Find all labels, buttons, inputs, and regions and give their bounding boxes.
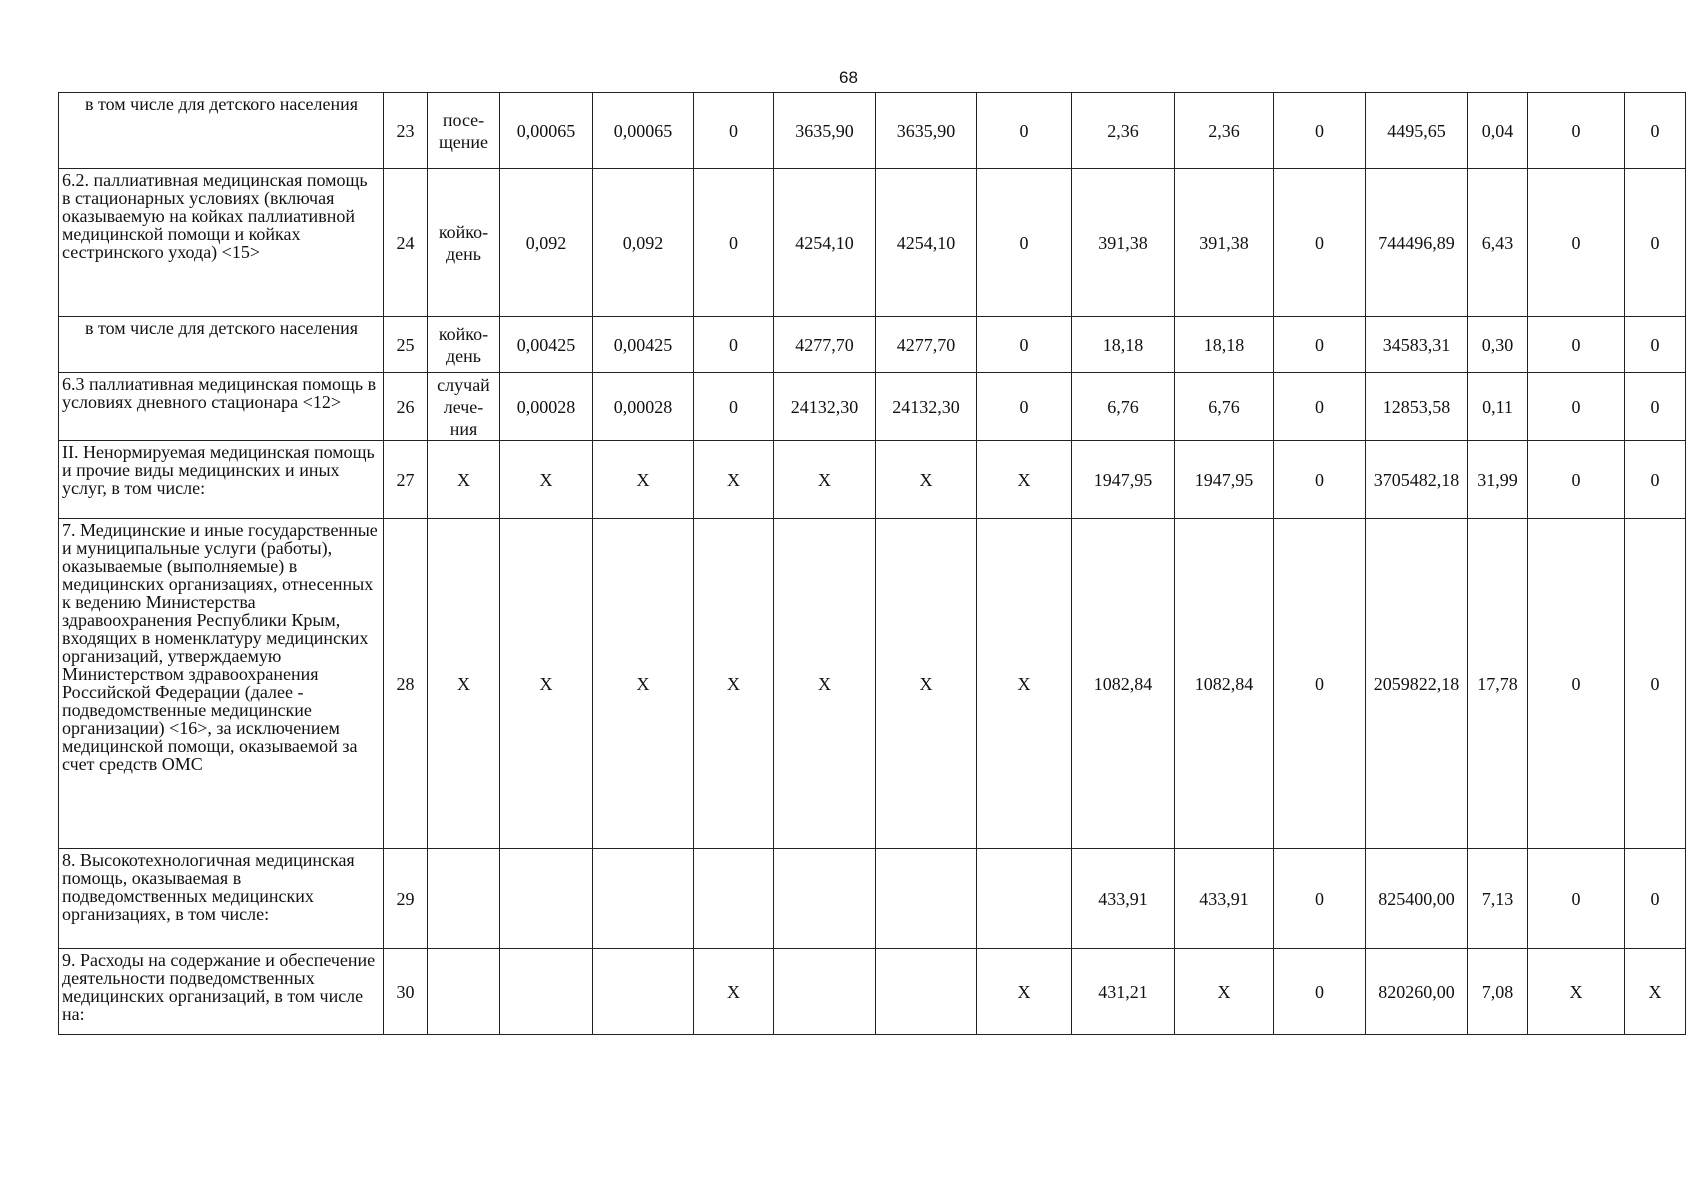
value-cell: 0 <box>694 93 774 169</box>
value-cell: 12853,58 <box>1366 373 1468 441</box>
value-cell: 4277,70 <box>774 317 876 373</box>
table-row <box>59 441 1686 519</box>
value-cell: Х <box>500 441 593 519</box>
row-name-cell: 6.2. паллиативная медицинская помощь в стационарных условиях (включая оказываемую на койках паллиативной медицинской помощи и койках сестринского ухода) <15> <box>59 169 384 317</box>
value-cell: 4254,10 <box>774 169 876 317</box>
value-cell: 0,04 <box>1468 93 1528 169</box>
row-number-cell: 29 <box>384 849 428 949</box>
value-cell: 1947,95 <box>1175 441 1274 519</box>
row-name-cell: 8. Высокотехнологичная медицинская помощь, оказываемая в подведомственных медицинских организациях, в том числе: <box>59 849 384 949</box>
value-cell: 0,00065 <box>500 93 593 169</box>
row-number-cell: 28 <box>384 519 428 849</box>
value-cell: 0 <box>1528 317 1625 373</box>
value-cell: Х <box>1175 949 1274 1035</box>
value-cell: Х <box>694 949 774 1035</box>
value-cell: 820260,00 <box>1366 949 1468 1035</box>
value-cell: 1082,84 <box>1175 519 1274 849</box>
value-cell: Х <box>977 519 1072 849</box>
value-cell: 4277,70 <box>876 317 977 373</box>
unit-cell: койко-день <box>428 169 500 317</box>
row-name-cell: в том числе для детского населения <box>59 93 384 169</box>
value-cell: 0 <box>1274 373 1366 441</box>
value-cell <box>774 849 876 949</box>
value-cell: 744496,89 <box>1366 169 1468 317</box>
table-row <box>59 949 1686 1035</box>
value-cell: 0 <box>1528 373 1625 441</box>
value-cell: 0 <box>1274 169 1366 317</box>
value-cell: 0 <box>1625 519 1686 849</box>
value-cell <box>593 849 694 949</box>
value-cell: 3635,90 <box>774 93 876 169</box>
value-cell: 0 <box>1274 849 1366 949</box>
row-number-cell: 24 <box>384 169 428 317</box>
row-number-cell: 27 <box>384 441 428 519</box>
value-cell: Х <box>694 519 774 849</box>
value-cell <box>876 849 977 949</box>
row-number-cell: 23 <box>384 93 428 169</box>
value-cell: Х <box>694 441 774 519</box>
value-cell: 0,092 <box>500 169 593 317</box>
value-cell: 0 <box>1625 169 1686 317</box>
value-cell: 0 <box>1625 849 1686 949</box>
table-row <box>59 849 1686 949</box>
value-cell: 2059822,18 <box>1366 519 1468 849</box>
row-name-cell: 6.3 паллиативная медицинская помощь в условиях дневного стационара <12> <box>59 373 384 441</box>
unit-cell <box>428 949 500 1035</box>
value-cell: 24132,30 <box>774 373 876 441</box>
value-cell: 0,00028 <box>500 373 593 441</box>
value-cell: 0 <box>1528 441 1625 519</box>
value-cell: 1947,95 <box>1072 441 1175 519</box>
value-cell: 3635,90 <box>876 93 977 169</box>
value-cell: 0 <box>1625 93 1686 169</box>
value-cell: 431,21 <box>1072 949 1175 1035</box>
value-cell: 0 <box>1625 441 1686 519</box>
value-cell: 0,00065 <box>593 93 694 169</box>
value-cell: 0 <box>1274 93 1366 169</box>
value-cell: Х <box>876 441 977 519</box>
table-row <box>59 373 1686 441</box>
value-cell: 0 <box>1528 93 1625 169</box>
unit-cell <box>428 849 500 949</box>
table-row <box>59 169 1686 317</box>
value-cell: 17,78 <box>1468 519 1528 849</box>
value-cell: Х <box>500 519 593 849</box>
value-cell: 4495,65 <box>1366 93 1468 169</box>
value-cell: 0 <box>1528 849 1625 949</box>
value-cell: 6,76 <box>1072 373 1175 441</box>
value-cell: 0,00028 <box>593 373 694 441</box>
value-cell: 31,99 <box>1468 441 1528 519</box>
value-cell: 7,13 <box>1468 849 1528 949</box>
row-number-cell: 26 <box>384 373 428 441</box>
value-cell: 2,36 <box>1175 93 1274 169</box>
value-cell: 391,38 <box>1175 169 1274 317</box>
value-cell: Х <box>977 441 1072 519</box>
value-cell: 0 <box>694 373 774 441</box>
value-cell: 4254,10 <box>876 169 977 317</box>
value-cell: 0 <box>1528 169 1625 317</box>
table-row <box>59 519 1686 849</box>
value-cell: 0 <box>1274 317 1366 373</box>
value-cell <box>977 849 1072 949</box>
value-cell: 0 <box>977 169 1072 317</box>
value-cell: 6,76 <box>1175 373 1274 441</box>
value-cell <box>500 849 593 949</box>
value-cell: 0 <box>1625 373 1686 441</box>
value-cell: 391,38 <box>1072 169 1175 317</box>
value-cell: 3705482,18 <box>1366 441 1468 519</box>
value-cell: 0 <box>694 317 774 373</box>
table-row <box>59 317 1686 373</box>
value-cell <box>876 949 977 1035</box>
value-cell <box>500 949 593 1035</box>
value-cell: Х <box>1625 949 1686 1035</box>
unit-cell: койко-день <box>428 317 500 373</box>
value-cell <box>593 949 694 1035</box>
value-cell: 433,91 <box>1072 849 1175 949</box>
unit-cell: Х <box>428 441 500 519</box>
row-number-cell: 30 <box>384 949 428 1035</box>
value-cell: 0,00425 <box>593 317 694 373</box>
row-number-cell: 25 <box>384 317 428 373</box>
value-cell: 6,43 <box>1468 169 1528 317</box>
value-cell: 0 <box>977 373 1072 441</box>
value-cell: 0,092 <box>593 169 694 317</box>
value-cell: 0 <box>977 317 1072 373</box>
value-cell: 0,00425 <box>500 317 593 373</box>
value-cell: 1082,84 <box>1072 519 1175 849</box>
value-cell: Х <box>876 519 977 849</box>
value-cell: 0 <box>1625 317 1686 373</box>
unit-cell: случай лече-ния <box>428 373 500 441</box>
value-cell <box>774 949 876 1035</box>
value-cell: 2,36 <box>1072 93 1175 169</box>
value-cell: 0 <box>1274 519 1366 849</box>
value-cell <box>694 849 774 949</box>
value-cell: 0 <box>694 169 774 317</box>
value-cell: Х <box>774 519 876 849</box>
value-cell: 24132,30 <box>876 373 977 441</box>
value-cell: 0,30 <box>1468 317 1528 373</box>
value-cell: Х <box>593 519 694 849</box>
value-cell: 825400,00 <box>1366 849 1468 949</box>
value-cell: Х <box>1528 949 1625 1035</box>
row-name-cell: 9. Расходы на содержание и обеспечение деятельности подведомственных медицинских организаций, в том числе на: <box>59 949 384 1035</box>
value-cell: 0 <box>1274 441 1366 519</box>
row-name-cell: 7. Медицинские и иные государственные и муниципальные услуги (работы), оказываемые (выполняемые) в медицинских организациях, отнесенных к ведению Министерства здравоохранения Республики Крым, входящих в номенклатуру медицинских организаций, утверждаемую Министерством здравоохранения Российской Федерации (далее - подведомственные медицинские организации) <16>, за исключением медицинской помощи, оказываемой за счет средств ОМС <box>59 519 384 849</box>
table-body <box>59 93 1686 1035</box>
value-cell: 0 <box>977 93 1072 169</box>
value-cell: 0 <box>1528 519 1625 849</box>
unit-cell: Х <box>428 519 500 849</box>
value-cell: 0 <box>1274 949 1366 1035</box>
page-number: 68 <box>839 68 858 87</box>
row-name-cell: II. Ненормируемая медицинская помощь и прочие виды медицинских и иных услуг, в том числе: <box>59 441 384 519</box>
value-cell: Х <box>774 441 876 519</box>
value-cell: 18,18 <box>1072 317 1175 373</box>
row-name-cell: в том числе для детского населения <box>59 317 384 373</box>
data-table <box>58 92 1686 1035</box>
value-cell: 18,18 <box>1175 317 1274 373</box>
value-cell: 0,11 <box>1468 373 1528 441</box>
unit-cell: посе-щение <box>428 93 500 169</box>
value-cell: 433,91 <box>1175 849 1274 949</box>
value-cell: 7,08 <box>1468 949 1528 1035</box>
value-cell: 34583,31 <box>1366 317 1468 373</box>
value-cell: Х <box>977 949 1072 1035</box>
value-cell: Х <box>593 441 694 519</box>
table-row <box>59 93 1686 169</box>
